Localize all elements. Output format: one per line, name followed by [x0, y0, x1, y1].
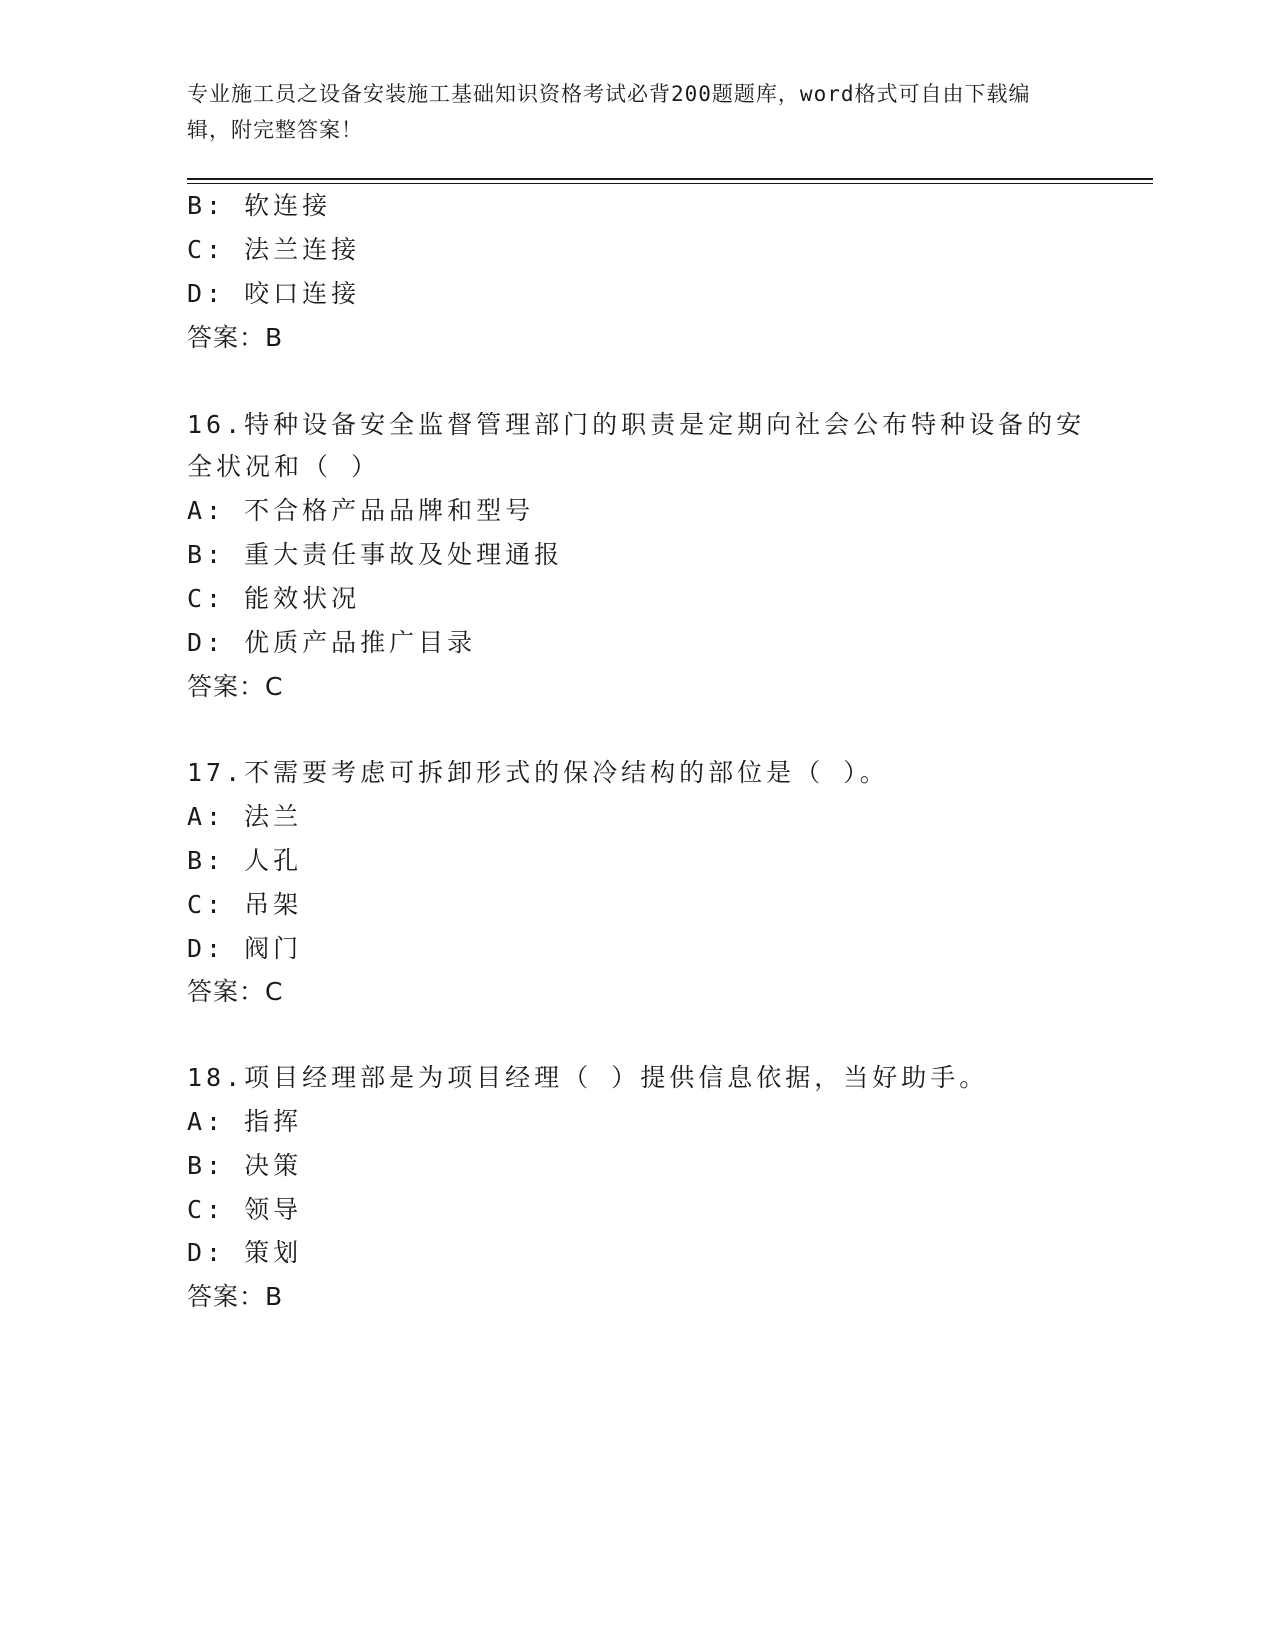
option-d: D: 咬口连接: [187, 279, 361, 308]
option-c: C: 领导: [187, 1195, 303, 1224]
option-c: C: 吊架: [187, 890, 303, 919]
option-d: D: 策划: [187, 1238, 303, 1267]
question-stem: 17.不需要考虑可拆卸形式的保冷结构的部位是（ ）。: [187, 758, 889, 787]
option-d: D: 阀门: [187, 934, 303, 963]
option-a: A: 法兰: [187, 802, 303, 831]
question-stem: 16.特种设备安全监督管理部门的职责是定期向社会公布特种设备的安: [187, 410, 1086, 439]
answer-line: 答案：B: [187, 1282, 284, 1311]
answer-line: 答案：B: [187, 323, 284, 352]
question-stem: 18.项目经理部是为项目经理（ ）提供信息依据，当好助手。: [187, 1063, 989, 1092]
option-d: D: 优质产品推广目录: [187, 628, 477, 657]
answer-line: 答案：C: [187, 977, 284, 1006]
option-a: A: 不合格产品品牌和型号: [187, 496, 535, 525]
header-divider-thin: [187, 183, 1153, 184]
option-b: B: 重大责任事故及处理通报: [187, 540, 564, 569]
question-stem-continued: 全状况和（ ）: [187, 452, 381, 481]
answer-line: 答案：C: [187, 672, 284, 701]
option-c: C: 法兰连接: [187, 235, 361, 264]
option-a: A: 指挥: [187, 1107, 303, 1136]
document-header: 专业施工员之设备安装施工基础知识资格考试必背200题题库，word格式可自由下载编辑，附完整答案！: [187, 82, 1031, 142]
option-b: B: 决策: [187, 1151, 303, 1180]
option-b: B: 人孔: [187, 846, 303, 875]
option-c: C: 能效状况: [187, 584, 361, 613]
option-b: B: 软连接: [187, 191, 332, 220]
header-divider: [187, 178, 1153, 180]
